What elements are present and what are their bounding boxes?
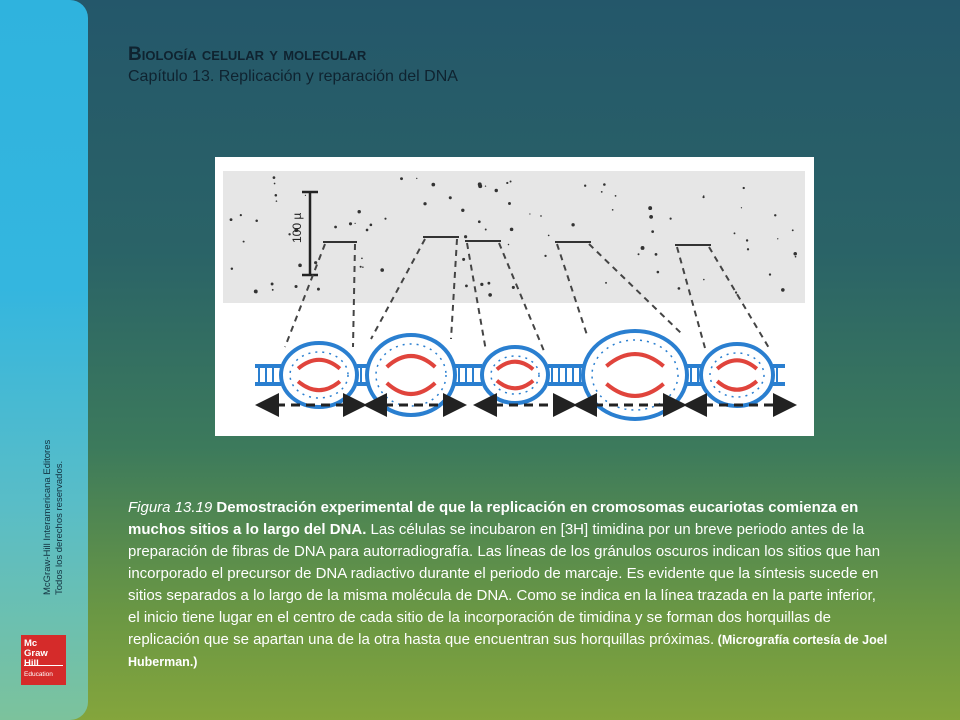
new-strand <box>606 354 663 366</box>
grain-dot <box>334 226 337 229</box>
grain-dot <box>275 194 278 197</box>
grain-dot <box>360 266 362 268</box>
grain-dot <box>506 182 508 184</box>
grain-dot <box>314 261 317 264</box>
grain-dot <box>615 195 617 197</box>
grain-dot <box>349 222 352 225</box>
grain-dot <box>648 206 652 210</box>
grain-dot <box>231 268 233 270</box>
grain-dot <box>480 283 483 286</box>
publisher-logo <box>21 635 66 685</box>
grain-dot <box>416 178 417 179</box>
grain-dot <box>240 214 242 216</box>
grain-dot <box>400 177 403 180</box>
grain-dot <box>485 186 486 187</box>
grain-dot <box>769 273 771 275</box>
grain-dot <box>703 279 705 281</box>
figure-panel <box>215 157 814 436</box>
grain-dot <box>423 202 426 205</box>
logo-line-2: Graw <box>24 648 48 659</box>
grain-dot <box>508 244 510 246</box>
new-strand <box>298 381 340 390</box>
grain-dot <box>478 220 481 223</box>
grain-dot <box>274 183 276 185</box>
grain-dot <box>743 187 745 189</box>
grain-dot <box>638 253 640 255</box>
grain-dot <box>305 195 306 196</box>
grain-dot <box>487 282 490 285</box>
bubble-rungs <box>376 344 446 406</box>
scale-label: 100 µ <box>290 212 304 243</box>
grain-dot <box>488 293 492 297</box>
grain-dot <box>747 248 749 250</box>
grain-dot <box>380 268 384 272</box>
logo-line-1: Mc <box>24 638 38 649</box>
grain-dot <box>366 229 369 232</box>
grain-dot <box>508 202 511 205</box>
grain-dot <box>670 218 672 220</box>
grain-dot <box>741 207 742 208</box>
grain-dot <box>655 253 658 256</box>
figure-label: Figura 13.19 <box>128 499 213 516</box>
grain-dot <box>254 289 258 293</box>
copyright-notice <box>42 405 66 595</box>
grain-dot <box>317 288 320 291</box>
grain-dot <box>792 229 794 231</box>
grain-dot <box>529 213 530 214</box>
logo-rule <box>24 665 63 666</box>
replication-bubble <box>281 343 357 407</box>
grain-dot <box>431 183 435 187</box>
grain-dot <box>273 176 276 179</box>
grain-dot <box>276 200 278 202</box>
grain-dot <box>272 289 274 291</box>
grain-dot <box>571 223 574 226</box>
new-strand <box>497 362 533 370</box>
grain-dot <box>384 218 386 220</box>
grain-dot <box>255 220 258 223</box>
replication-bubble <box>482 347 548 403</box>
grain-dot <box>584 185 586 187</box>
grain-dot <box>485 229 487 231</box>
grain-dot <box>649 215 653 219</box>
grain-dot <box>781 288 785 292</box>
logo-line-3: Hill <box>24 658 39 669</box>
caption-credit: (Micrografía cortesía de Joel Huberman.) <box>128 633 888 669</box>
grain-dot <box>774 214 776 216</box>
grain-dot <box>449 196 452 199</box>
new-strand <box>717 360 757 369</box>
replication-bubble <box>701 344 773 406</box>
grain-dot <box>271 283 274 286</box>
grain-dot <box>702 196 704 198</box>
grain-dot <box>462 258 465 261</box>
caption-body-text: Las células se incubaron en [3H] timidina por un breve periodo antes de la preparación de fibras de DNA para autorradiografía. Las líneas de los gránulos oscuros indican los sitios que han incorporado el precursor de DNA radiactivo durante el periodo de marcaje. Es evidente que la síntesis sucede en sitios separados a lo largo de la misma molécula de DNA. Como se indica en la línea trazada en la parte inferior, el inicio tiene lugar en el centro de cada sitio de la incorporación de timidina y se forman dos horquillas de replicación que se apartan una de la otra hasta que encuentran sus horquillas próximas. <box>128 521 881 648</box>
copyright-line-1: McGraw-Hill Interamericana Editores <box>42 439 53 595</box>
grain-dot <box>478 182 482 186</box>
grain-dot <box>735 291 737 293</box>
grain-dot <box>461 209 464 212</box>
grain-dot <box>495 189 498 192</box>
caption-bold-text: Demostración experimental de que la replicación en cromosomas eucariotas comienza en muchos sitios a lo largo del DNA. <box>128 499 859 538</box>
figure-caption <box>128 497 888 673</box>
bubble-rungs <box>592 340 678 410</box>
grain-dot <box>354 223 355 224</box>
grain-dot <box>510 180 512 182</box>
chapter-title: Capítulo 13. Replicación y reparación del DNA <box>128 68 458 85</box>
grain-dot <box>357 210 360 213</box>
grain-dot <box>734 232 736 234</box>
grain-dot <box>601 191 603 193</box>
grain-dot <box>605 282 607 284</box>
grain-dot <box>657 271 660 274</box>
grain-dot <box>512 286 515 289</box>
grain-dot <box>544 255 546 257</box>
grain-dot <box>612 209 614 211</box>
grain-dot <box>230 218 233 221</box>
grain-dot <box>641 246 645 250</box>
grain-dot <box>795 256 797 258</box>
left-sidebar <box>0 0 88 720</box>
new-strand <box>717 381 757 390</box>
new-strand <box>298 360 340 369</box>
grain-dot <box>651 230 654 233</box>
grain-dot <box>777 238 778 239</box>
new-strand <box>497 381 533 389</box>
grain-dot <box>746 239 748 241</box>
grain-dot <box>678 287 681 290</box>
grain-dot <box>793 252 797 256</box>
grain-dot <box>510 228 514 232</box>
grain-dot <box>295 285 298 288</box>
course-title: Biología celular y molecular <box>128 44 367 65</box>
grain-dot <box>540 215 542 217</box>
grain-dot <box>361 258 363 260</box>
grain-dot <box>464 235 467 238</box>
grain-dot <box>243 241 245 243</box>
copyright-line-2: Todos los derechos reservados. <box>54 460 65 595</box>
grain-dot <box>603 183 606 186</box>
new-strand <box>387 356 435 367</box>
grain-dot <box>548 235 550 237</box>
new-strand <box>387 383 435 394</box>
logo-line-4: Education <box>24 671 53 678</box>
replication-bubble <box>367 335 455 415</box>
new-strand <box>606 384 663 396</box>
grain-dot <box>465 284 468 287</box>
grain-dot <box>362 266 364 268</box>
grain-dot <box>298 264 302 268</box>
grain-dot <box>370 224 373 227</box>
replication-diagram <box>215 157 814 436</box>
